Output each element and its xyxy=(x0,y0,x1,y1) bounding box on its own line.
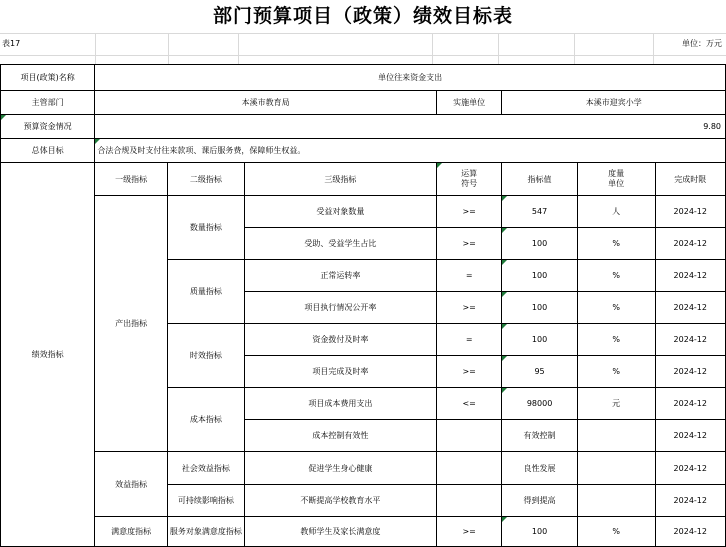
operator-cell: >= xyxy=(436,228,501,260)
operator-cell: = xyxy=(436,324,501,356)
deadline-cell: 2024-12 xyxy=(655,420,725,452)
indicator-cell: 促进学生身心健康 xyxy=(244,452,436,485)
budget-value: 9.80 xyxy=(95,115,726,139)
operator-cell: >= xyxy=(436,356,501,388)
deadline-cell: 2024-12 xyxy=(655,517,725,547)
gridline xyxy=(653,33,654,64)
gridline xyxy=(238,33,239,64)
deadline-cell: 2024-12 xyxy=(655,324,725,356)
department-label: 主管部门 xyxy=(1,91,95,115)
unit-cell xyxy=(577,420,655,452)
cell-marker-icon xyxy=(502,356,507,361)
target-cell: 100 xyxy=(502,324,577,356)
performance-indicators-label: 绩效指标 xyxy=(1,163,95,547)
department-value: 本溪市教育局 xyxy=(95,91,437,115)
cell-marker-icon xyxy=(502,517,507,522)
indicator-cell: 不断提高学校教育水平 xyxy=(244,485,436,517)
cell-marker-icon xyxy=(502,292,507,297)
unit-cell xyxy=(577,452,655,485)
operator-cell: <= xyxy=(436,388,501,420)
unit-cell: % xyxy=(577,228,655,260)
implementing-unit-label: 实施单位 xyxy=(436,91,501,115)
cell-marker-icon xyxy=(1,115,6,120)
operator-cell xyxy=(436,452,501,485)
operator-cell: >= xyxy=(436,517,501,547)
unit-cell: % xyxy=(577,517,655,547)
cell-marker-icon xyxy=(95,139,100,144)
budget-label: 预算资金情况 xyxy=(1,115,95,139)
operator-cell: = xyxy=(436,260,501,292)
target-cell: 得到提高 xyxy=(502,485,577,517)
target-cell: 100 xyxy=(502,292,577,324)
subgroup-quality: 质量指标 xyxy=(167,260,244,324)
deadline-cell: 2024-12 xyxy=(655,196,725,228)
operator-cell xyxy=(436,420,501,452)
indicator-cell: 受益对象数量 xyxy=(244,196,436,228)
table-number: 表17 xyxy=(2,39,21,48)
indicator-cell: 项目完成及时率 xyxy=(244,356,436,388)
cell-marker-icon xyxy=(502,260,507,265)
gridline xyxy=(432,33,433,64)
unit-cell: 人 xyxy=(577,196,655,228)
gridline xyxy=(0,55,726,56)
indicator-cell: 项目执行情况公开率 xyxy=(244,292,436,324)
table-row xyxy=(1,452,726,485)
deadline-cell: 2024-12 xyxy=(655,228,725,260)
target-cell: 100 xyxy=(502,260,577,292)
project-name-label: 项目(政策)名称 xyxy=(1,65,95,91)
gridline xyxy=(0,33,726,34)
deadline-cell: 2024-12 xyxy=(655,356,725,388)
subgroup-timeliness: 时效指标 xyxy=(167,324,244,388)
subgroup-social: 社会效益指标 xyxy=(167,452,244,485)
indicator-cell: 资金拨付及时率 xyxy=(244,324,436,356)
gridline xyxy=(95,33,96,64)
performance-table xyxy=(0,64,726,547)
unit-cell: % xyxy=(577,324,655,356)
target-cell: 98000 xyxy=(502,388,577,420)
group-satisfaction: 满意度指标 xyxy=(95,517,168,547)
page-title: 部门预算项目（政策）绩效目标表 xyxy=(212,5,513,27)
target-cell: 良性发展 xyxy=(502,452,577,485)
unit-label: 单位：万元 xyxy=(682,39,722,48)
target-cell: 100 xyxy=(502,228,577,260)
cell-marker-icon xyxy=(502,388,507,393)
indicator-cell: 成本控制有效性 xyxy=(244,420,436,452)
operator-cell xyxy=(436,485,501,517)
header-operator: 运算 符号 xyxy=(436,163,501,196)
indicator-cell: 受助、受益学生占比 xyxy=(244,228,436,260)
header-level2: 二级指标 xyxy=(167,163,244,196)
indicator-cell: 教师学生及家长满意度 xyxy=(244,517,436,547)
gridline xyxy=(498,33,499,64)
header-deadline: 完成时限 xyxy=(655,163,725,196)
unit-cell: 元 xyxy=(577,388,655,420)
cell-marker-icon xyxy=(502,196,507,201)
operator-cell: >= xyxy=(436,292,501,324)
deadline-cell: 2024-12 xyxy=(655,260,725,292)
subgroup-service: 服务对象满意度指标 xyxy=(167,517,244,547)
unit-cell: % xyxy=(577,292,655,324)
table-row xyxy=(1,517,726,547)
target-cell: 547 xyxy=(502,196,577,228)
project-name-value: 单位往来资金支出 xyxy=(95,65,726,91)
cell-marker-icon xyxy=(502,324,507,329)
subgroup-cost: 成本指标 xyxy=(167,388,244,452)
target-cell: 100 xyxy=(502,517,577,547)
subgroup-quantity: 数量指标 xyxy=(167,196,244,260)
subgroup-sustainable: 可持续影响指标 xyxy=(167,485,244,517)
operator-cell: >= xyxy=(436,196,501,228)
unit-cell: % xyxy=(577,260,655,292)
header-unit: 度量 单位 xyxy=(577,163,655,196)
deadline-cell: 2024-12 xyxy=(655,388,725,420)
header-level3: 三级指标 xyxy=(244,163,436,196)
unit-cell: % xyxy=(577,356,655,388)
unit-cell xyxy=(577,485,655,517)
gridline xyxy=(168,33,169,64)
overall-goal-label: 总体目标 xyxy=(1,139,95,163)
implementing-unit-value: 本溪市迎宾小学 xyxy=(502,91,726,115)
table-row xyxy=(1,196,726,228)
target-cell: 95 xyxy=(502,356,577,388)
indicator-cell: 正常运转率 xyxy=(244,260,436,292)
group-output: 产出指标 xyxy=(95,196,168,452)
indicator-cell: 项目成本费用支出 xyxy=(244,388,436,420)
target-cell: 有效控制 xyxy=(502,420,577,452)
header-level1: 一级指标 xyxy=(95,163,168,196)
deadline-cell: 2024-12 xyxy=(655,292,725,324)
deadline-cell: 2024-12 xyxy=(655,452,725,485)
group-benefit: 效益指标 xyxy=(95,452,168,517)
cell-marker-icon xyxy=(502,228,507,233)
cell-marker-icon xyxy=(437,163,442,168)
header-target: 指标值 xyxy=(502,163,577,196)
gridline xyxy=(574,33,575,64)
deadline-cell: 2024-12 xyxy=(655,485,725,517)
overall-goal-value: 合法合规及时支付往来款项、课后服务费，保障师生权益。 xyxy=(95,139,726,163)
